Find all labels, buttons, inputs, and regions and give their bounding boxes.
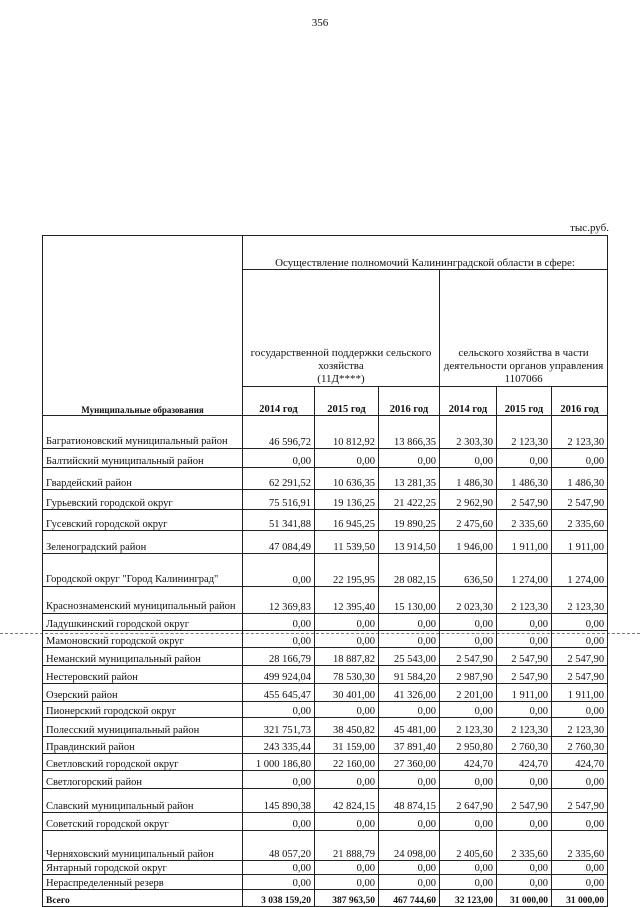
table-row	[43, 631, 608, 648]
value-cell: 1 911,00	[552, 531, 608, 554]
value-cell: 12 395,40	[315, 587, 379, 614]
municipality-name: Краснознаменский муниципальный район	[43, 587, 243, 614]
value-cell: 499 924,04	[243, 666, 315, 684]
value-cell: 0,00	[440, 614, 497, 631]
municipality-name: Балтийский муниципальный район	[43, 449, 243, 468]
value-cell: 21 888,79	[315, 831, 379, 861]
value-cell: 2 335,60	[552, 510, 608, 531]
table-row	[43, 510, 608, 531]
value-cell: 2 123,30	[552, 718, 608, 737]
value-cell: 2 547,90	[552, 648, 608, 666]
value-cell: 2 547,90	[440, 648, 497, 666]
municipality-name: Гусевский городской округ	[43, 510, 243, 531]
value-cell: 2 123,30	[552, 416, 608, 449]
value-cell: 2 547,90	[552, 490, 608, 510]
value-cell: 0,00	[440, 631, 497, 648]
table-row	[43, 614, 608, 631]
unit-label: тыс.руб.	[570, 222, 609, 234]
value-cell: 78 530,30	[315, 666, 379, 684]
municipality-name: Озерский район	[43, 684, 243, 702]
municipality-name: Ладушкинский городской округ	[43, 614, 243, 631]
value-cell: 0,00	[440, 875, 497, 890]
value-cell: 2 123,30	[497, 587, 552, 614]
value-cell: 28 082,15	[379, 554, 440, 587]
value-cell: 0,00	[379, 875, 440, 890]
table-row	[43, 490, 608, 510]
value-cell: 0,00	[552, 771, 608, 789]
value-cell: 22 160,00	[315, 754, 379, 771]
value-cell: 2 547,90	[497, 789, 552, 813]
value-cell: 0,00	[243, 861, 315, 875]
value-cell: 424,70	[497, 754, 552, 771]
value-cell: 0,00	[497, 631, 552, 648]
value-cell: 636,50	[440, 554, 497, 587]
value-cell: 1 274,00	[497, 554, 552, 587]
value-cell: 16 945,25	[315, 510, 379, 531]
category-title: сельского хозяйства в части деятельности органов управления	[443, 347, 604, 372]
value-cell: 1 911,00	[497, 531, 552, 554]
value-cell: 0,00	[379, 449, 440, 468]
value-cell: 145 890,38	[243, 789, 315, 813]
value-cell: 0,00	[497, 449, 552, 468]
total-value-cell: 31 000,00	[552, 890, 608, 907]
value-cell: 2 123,30	[552, 587, 608, 614]
municipality-name: Черняховский муниципальный район	[43, 831, 243, 861]
year-header: 2016 год	[379, 387, 440, 416]
municipality-header: Муниципальные образования	[43, 236, 243, 416]
value-cell: 0,00	[315, 614, 379, 631]
value-cell: 2 475,60	[440, 510, 497, 531]
value-cell: 2 547,90	[552, 789, 608, 813]
value-cell: 0,00	[315, 702, 379, 718]
value-cell: 25 543,00	[379, 648, 440, 666]
value-cell: 27 360,00	[379, 754, 440, 771]
value-cell: 0,00	[552, 861, 608, 875]
municipality-name: Неманский муниципальный район	[43, 648, 243, 666]
value-cell: 30 401,00	[315, 684, 379, 702]
municipality-name: Полесский муниципальный район	[43, 718, 243, 737]
value-cell: 424,70	[440, 754, 497, 771]
category-header-agriculture-management	[440, 270, 608, 387]
value-cell: 42 824,15	[315, 789, 379, 813]
table-row	[43, 587, 608, 614]
table-row	[43, 831, 608, 861]
value-cell: 62 291,52	[243, 468, 315, 490]
municipality-name: Гурьевский городской округ	[43, 490, 243, 510]
table-row	[43, 416, 608, 449]
value-cell: 2 023,30	[440, 587, 497, 614]
value-cell: 13 866,35	[379, 416, 440, 449]
value-cell: 41 326,00	[379, 684, 440, 702]
table-row	[43, 684, 608, 702]
value-cell: 15 130,00	[379, 587, 440, 614]
table-row	[43, 813, 608, 831]
municipality-name: Городской округ "Город Калининград"	[43, 554, 243, 587]
value-cell: 0,00	[379, 861, 440, 875]
value-cell: 0,00	[552, 813, 608, 831]
value-cell: 0,00	[552, 875, 608, 890]
value-cell: 0,00	[552, 631, 608, 648]
total-value-cell: 467 744,60	[379, 890, 440, 907]
table-row	[43, 449, 608, 468]
value-cell: 1 486,30	[552, 468, 608, 490]
value-cell: 0,00	[315, 813, 379, 831]
value-cell: 21 422,25	[379, 490, 440, 510]
page-number: 356	[311, 17, 329, 29]
table-row	[43, 875, 608, 890]
category-header-agriculture-support	[243, 270, 440, 387]
municipality-name: Пионерский городской округ	[43, 702, 243, 718]
value-cell: 0,00	[315, 631, 379, 648]
value-cell: 38 450,82	[315, 718, 379, 737]
total-value-cell: 3 038 159,20	[243, 890, 315, 907]
value-cell: 46 596,72	[243, 416, 315, 449]
municipality-name: Нестеровский район	[43, 666, 243, 684]
year-header: 2016 год	[552, 387, 608, 416]
year-header: 2015 год	[315, 387, 379, 416]
group-header: Осуществление полномочий Калининградской области в сфере:	[243, 236, 608, 270]
value-cell: 1 486,30	[440, 468, 497, 490]
value-cell: 31 159,00	[315, 737, 379, 754]
budget-table	[42, 235, 608, 907]
municipality-name: Нераспределенный резерв	[43, 875, 243, 890]
value-cell: 19 136,25	[315, 490, 379, 510]
value-cell: 2 962,90	[440, 490, 497, 510]
value-cell: 2 987,90	[440, 666, 497, 684]
municipality-name: Гвардейский район	[43, 468, 243, 490]
value-cell: 0,00	[440, 702, 497, 718]
year-header: 2014 год	[243, 387, 315, 416]
value-cell: 243 335,44	[243, 737, 315, 754]
value-cell: 2 547,90	[497, 490, 552, 510]
value-cell: 1 000 186,80	[243, 754, 315, 771]
value-cell: 1 911,00	[552, 684, 608, 702]
value-cell: 0,00	[379, 813, 440, 831]
value-cell: 51 341,88	[243, 510, 315, 531]
value-cell: 0,00	[497, 771, 552, 789]
value-cell: 91 584,20	[379, 666, 440, 684]
value-cell: 19 890,25	[379, 510, 440, 531]
value-cell: 13 914,50	[379, 531, 440, 554]
value-cell: 0,00	[552, 702, 608, 718]
value-cell: 455 645,47	[243, 684, 315, 702]
total-value-cell: 31 000,00	[497, 890, 552, 907]
total-value-cell: 32 123,00	[440, 890, 497, 907]
total-value-cell: 387 963,50	[315, 890, 379, 907]
value-cell: 2 123,30	[497, 718, 552, 737]
municipality-name: Зеленоградский район	[43, 531, 243, 554]
value-cell: 1 911,00	[497, 684, 552, 702]
value-cell: 12 369,83	[243, 587, 315, 614]
value-cell: 13 281,35	[379, 468, 440, 490]
table-row	[43, 718, 608, 737]
value-cell: 2 335,60	[497, 510, 552, 531]
value-cell: 0,00	[243, 614, 315, 631]
value-cell: 0,00	[243, 449, 315, 468]
value-cell: 0,00	[379, 771, 440, 789]
value-cell: 0,00	[315, 449, 379, 468]
value-cell: 0,00	[243, 875, 315, 890]
value-cell: 0,00	[552, 614, 608, 631]
value-cell: 0,00	[497, 702, 552, 718]
municipality-name: Светловский городской округ	[43, 754, 243, 771]
value-cell: 2 303,30	[440, 416, 497, 449]
value-cell: 0,00	[552, 449, 608, 468]
value-cell: 2 547,90	[497, 648, 552, 666]
municipality-name: Мамоновский городской округ	[43, 631, 243, 648]
value-cell: 0,00	[497, 875, 552, 890]
value-cell: 0,00	[440, 449, 497, 468]
value-cell: 2 950,80	[440, 737, 497, 754]
value-cell: 0,00	[243, 813, 315, 831]
municipality-name: Багратионовский муниципальный район	[43, 416, 243, 449]
value-cell: 2 647,90	[440, 789, 497, 813]
value-cell: 0,00	[243, 554, 315, 587]
value-cell: 2 123,30	[440, 718, 497, 737]
category-code: (11Д****)	[317, 373, 365, 385]
value-cell: 424,70	[552, 754, 608, 771]
value-cell: 2 547,90	[552, 666, 608, 684]
value-cell: 0,00	[315, 771, 379, 789]
value-cell: 0,00	[315, 875, 379, 890]
value-cell: 2 760,30	[552, 737, 608, 754]
table-row	[43, 861, 608, 875]
value-cell: 0,00	[497, 614, 552, 631]
value-cell: 0,00	[315, 861, 379, 875]
value-cell: 2 405,60	[440, 831, 497, 861]
value-cell: 48 874,15	[379, 789, 440, 813]
table-row	[43, 666, 608, 684]
value-cell: 0,00	[379, 614, 440, 631]
value-cell: 0,00	[440, 813, 497, 831]
table-row	[43, 771, 608, 789]
value-cell: 10 636,35	[315, 468, 379, 490]
value-cell: 11 539,50	[315, 531, 379, 554]
municipality-name: Славский муниципальный район	[43, 789, 243, 813]
category-code: 1107066	[504, 373, 543, 385]
municipality-name: Янтарный городской округ	[43, 861, 243, 875]
category-title: государственной поддержки сельского хозяйства	[250, 347, 432, 372]
value-cell: 2 335,60	[497, 831, 552, 861]
value-cell: 0,00	[379, 631, 440, 648]
value-cell: 1 274,00	[552, 554, 608, 587]
value-cell: 0,00	[243, 702, 315, 718]
total-row	[43, 890, 608, 907]
value-cell: 2 201,00	[440, 684, 497, 702]
value-cell: 48 057,20	[243, 831, 315, 861]
value-cell: 2 335,60	[552, 831, 608, 861]
municipality-name: Правдинский район	[43, 737, 243, 754]
municipality-name: Советский городской округ	[43, 813, 243, 831]
value-cell: 10 812,92	[315, 416, 379, 449]
value-cell: 28 166,79	[243, 648, 315, 666]
total-label: Всего	[43, 890, 243, 907]
value-cell: 1 946,00	[440, 531, 497, 554]
value-cell: 2 760,30	[497, 737, 552, 754]
value-cell: 37 891,40	[379, 737, 440, 754]
table-row	[43, 754, 608, 771]
value-cell: 0,00	[440, 861, 497, 875]
table-row	[43, 737, 608, 754]
table-row	[43, 789, 608, 813]
value-cell: 24 098,00	[379, 831, 440, 861]
table-row	[43, 531, 608, 554]
value-cell: 47 084,49	[243, 531, 315, 554]
value-cell: 0,00	[497, 813, 552, 831]
value-cell: 45 481,00	[379, 718, 440, 737]
municipality-name: Светлогорский район	[43, 771, 243, 789]
table-row	[43, 468, 608, 490]
value-cell: 22 195,95	[315, 554, 379, 587]
value-cell: 18 887,82	[315, 648, 379, 666]
value-cell: 2 123,30	[497, 416, 552, 449]
value-cell: 2 547,90	[497, 666, 552, 684]
value-cell: 1 486,30	[497, 468, 552, 490]
value-cell: 321 751,73	[243, 718, 315, 737]
year-header: 2014 год	[440, 387, 497, 416]
value-cell: 0,00	[379, 702, 440, 718]
value-cell: 0,00	[243, 771, 315, 789]
table-row	[43, 648, 608, 666]
year-header: 2015 год	[497, 387, 552, 416]
value-cell: 0,00	[243, 631, 315, 648]
table-row	[43, 702, 608, 718]
value-cell: 75 516,91	[243, 490, 315, 510]
table-row	[43, 554, 608, 587]
value-cell: 0,00	[440, 771, 497, 789]
value-cell: 0,00	[497, 861, 552, 875]
